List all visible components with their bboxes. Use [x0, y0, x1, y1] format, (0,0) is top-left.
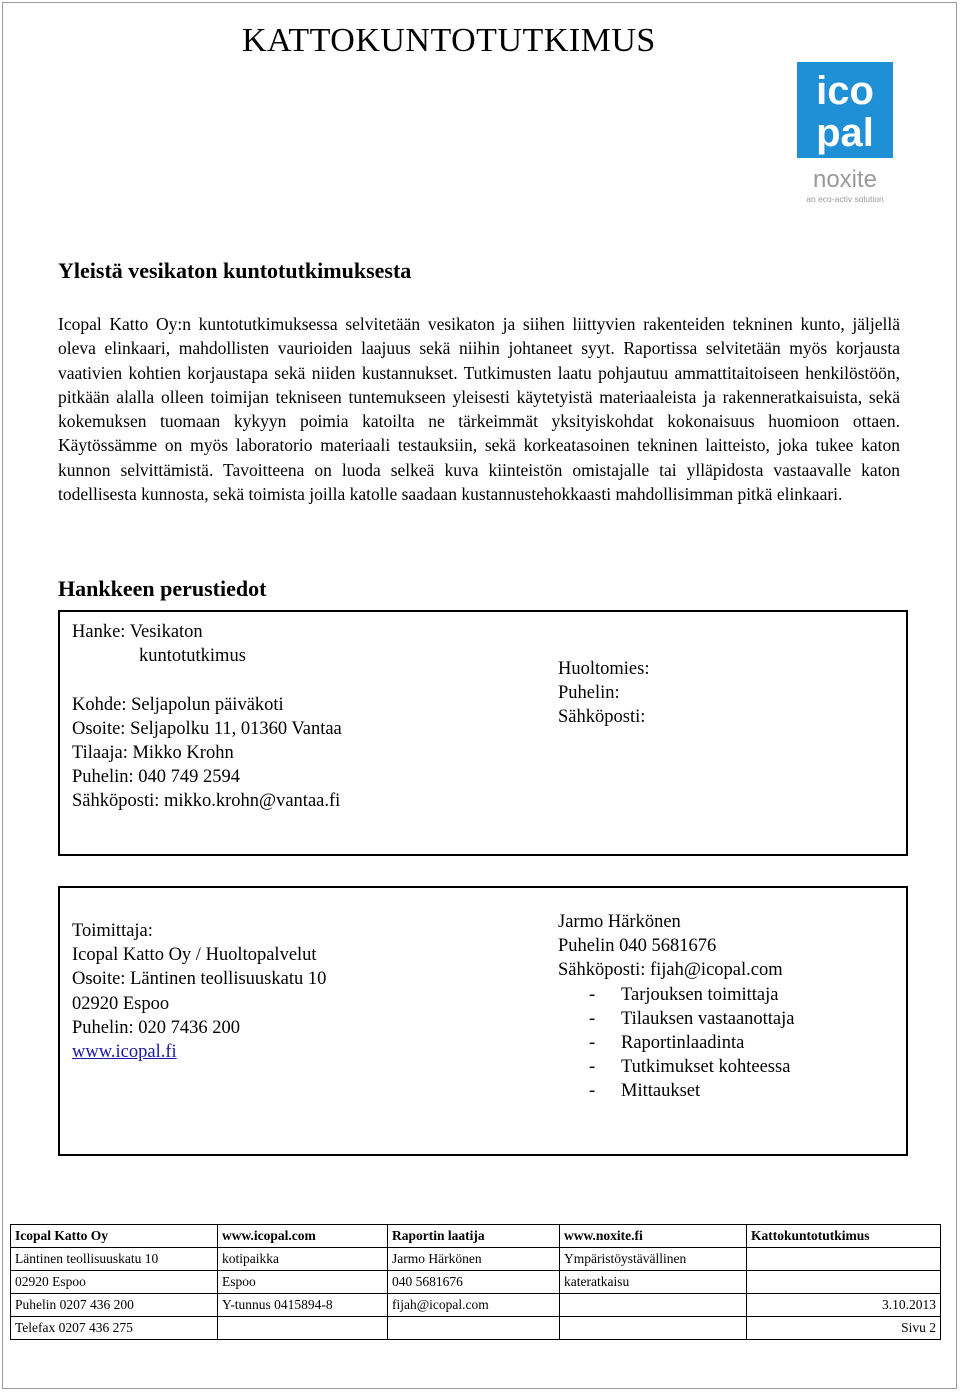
logo-sub-brand: noxite	[812, 166, 878, 193]
footer-row	[11, 1248, 941, 1271]
contact-name: Jarmo Härkönen	[558, 912, 681, 932]
footer-row	[11, 1294, 941, 1317]
hanke-line: Hanke: Vesikaton	[72, 622, 203, 642]
footer-cell: Icopal Katto Oy	[11, 1225, 218, 1248]
logo-text-top: ico	[816, 69, 874, 113]
task-item: - Tilauksen vastaanottaja	[589, 1008, 795, 1029]
footer-cell: fijah@icopal.com	[388, 1294, 560, 1317]
footer-cell: Jarmo Härkönen	[388, 1248, 560, 1271]
project-heading: Hankkeen perustiedot	[58, 576, 267, 601]
supplier-info-box	[58, 886, 908, 1156]
task-item: - Raportinlaadinta	[589, 1033, 745, 1054]
supplier-company-info	[72, 919, 326, 1064]
footer-table	[10, 1224, 941, 1340]
footer-row	[11, 1271, 941, 1294]
spacer	[72, 668, 342, 692]
supplier-website-link[interactable]: www.icopal.fi	[72, 1042, 177, 1063]
footer-cell	[388, 1317, 560, 1340]
task-item: - Mittaukset	[589, 1081, 701, 1102]
footer-cell: Puhelin 0207 436 200	[11, 1294, 218, 1317]
supplier-address: Osoite: Läntinen teollisuuskatu 10	[72, 969, 327, 990]
footer-cell: Raportin laatija	[388, 1225, 560, 1248]
task-item: - Tutkimukset kohteessa	[589, 1057, 791, 1078]
general-paragraph: Icopal Katto Oy:n kuntotutkimuksessa selvitetään vesikaton ja siihen liittyvien rakenteiden tekninen kunto, jäljellä oleva elinkaari, mahdollisten vaurioiden laajuus sekä niihin johtaneet syyt. Raportissa selvitetään myös korjausta vaativien kohtien korjaustapa sekä niiden kustannukset. Tutkimusten laatu pohjautuu ammattitaitoiseen henkilöstöön, pitkään alalla olleen toimijan tekniseen tuntemukseen yleisesti käytetyistä materiaaleista ja rakenneratkaisuista, sekä kokemuksen tuomaan kykyyn poimia katoilta ne tärkeimmät yksityiskohdat kokonaisuus huomioon ottaen. Käytössämme on myös laboratorio materiaali testauksiin, sekä korkeatasoinen tekninen laitteisto, joka tukee katon kunnon selvittämistä. Tavoitteena on luoda selkeä kuva kiinteistön omistajalle tai ylläpidosta vastaavalle katon todellisesta kunnosta, sekä toimista joilla katolle saadaan kustannustehokkaasti mahdollisimman pitkä elinkaari.	[58, 314, 900, 505]
hanke-line-continued: kuntotutkimus	[139, 646, 246, 667]
general-heading: Yleistä vesikaton kuntotutkimuksesta	[58, 258, 412, 283]
contact-person-info	[558, 910, 795, 1104]
footer-cell	[747, 1271, 941, 1294]
maintenance-phone-line: Puhelin:	[558, 683, 620, 704]
footer-cell: 02920 Espoo	[11, 1271, 218, 1294]
task-item: - Tarjouksen toimittaja	[589, 984, 779, 1005]
footer-cell: kateratkaisu	[560, 1271, 747, 1294]
footer-cell: kotipaikka	[218, 1248, 388, 1271]
tilaaja-line: Tilaaja: Mikko Krohn	[72, 743, 234, 764]
project-info-box	[58, 610, 908, 856]
icopal-noxite-logo	[795, 62, 895, 207]
email-line: Sähköposti: mikko.krohn@vantaa.fi	[72, 791, 341, 812]
supplier-postal: 02920 Espoo	[72, 993, 170, 1014]
maintenance-info	[558, 657, 649, 730]
kohde-line: Kohde: Seljapolun päiväkoti	[72, 694, 284, 715]
supplier-company: Icopal Katto Oy / Huoltopalvelut	[72, 945, 317, 966]
footer-cell: Espoo	[218, 1271, 388, 1294]
supplier-label: Toimittaja:	[72, 921, 153, 941]
footer-cell	[560, 1317, 747, 1340]
footer-cell: www.noxite.fi	[560, 1225, 747, 1248]
footer-date: 3.10.2013	[747, 1294, 941, 1317]
contact-phone: Puhelin 040 5681676	[558, 936, 717, 957]
footer-cell	[747, 1248, 941, 1271]
contact-email: Sähköposti: fijah@icopal.com	[558, 960, 783, 981]
footer-cell: www.icopal.com	[218, 1225, 388, 1248]
logo-tagline: an eco-activ solution	[806, 194, 884, 204]
osoite-line: Osoite: Seljapolku 11, 01360 Vantaa	[72, 718, 342, 739]
maintenance-email-line: Sähköposti:	[558, 707, 646, 728]
footer-cell: Telefax 0207 436 275	[11, 1317, 218, 1340]
footer-page-number: Sivu 2	[747, 1317, 941, 1340]
page-title: KATTOKUNTOTUTKIMUS	[242, 22, 656, 59]
client-info	[72, 620, 342, 814]
footer-cell: Ympäristöystävällinen	[560, 1248, 747, 1271]
footer-cell: Y-tunnus 0415894-8	[218, 1294, 388, 1317]
huoltomies-line: Huoltomies:	[558, 659, 650, 679]
footer-cell: 040 5681676	[388, 1271, 560, 1294]
footer-row	[11, 1317, 941, 1340]
footer-cell	[560, 1294, 747, 1317]
footer-row	[11, 1225, 941, 1248]
footer-cell: Läntinen teollisuuskatu 10	[11, 1248, 218, 1271]
footer-cell	[218, 1317, 388, 1340]
logo-text-bottom: pal	[816, 111, 874, 155]
supplier-phone: Puhelin: 020 7436 200	[72, 1017, 241, 1038]
footer-cell: Kattokuntotutkimus	[747, 1225, 941, 1248]
puhelin-line: Puhelin: 040 749 2594	[72, 767, 241, 788]
